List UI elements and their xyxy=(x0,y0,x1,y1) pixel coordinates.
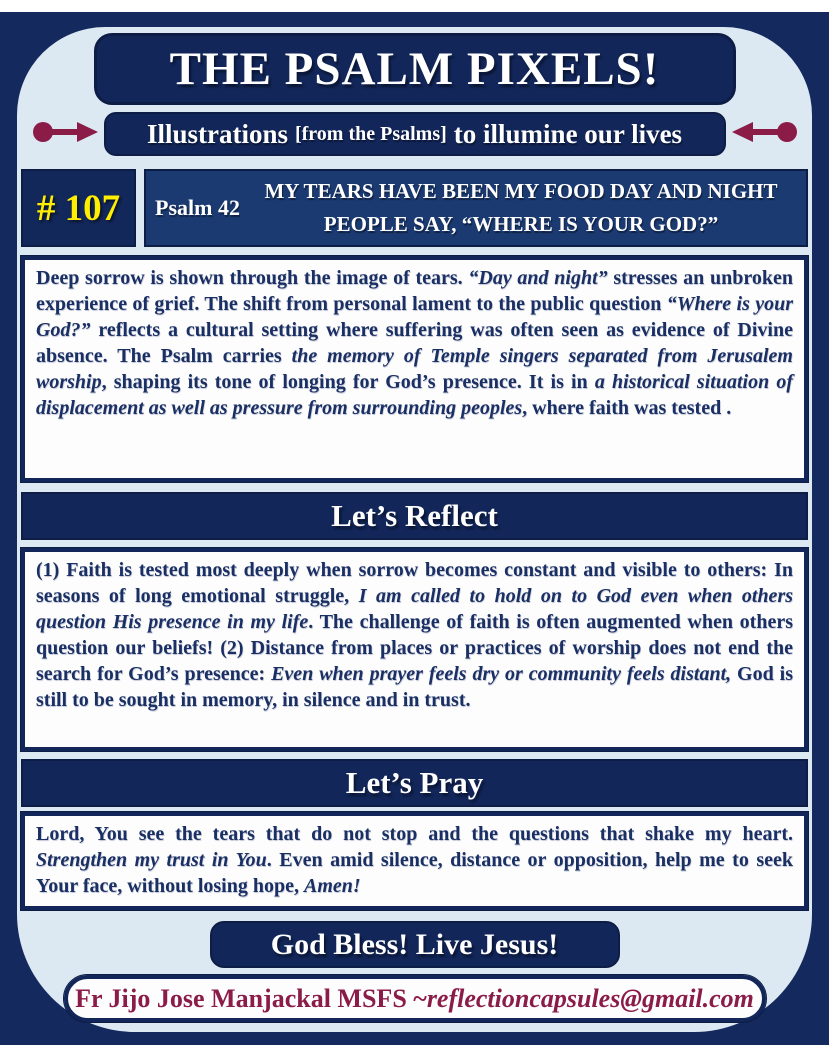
subtitle-part3: to illumine our lives xyxy=(453,118,683,149)
flyer-content xyxy=(17,27,812,1022)
subtitle-part1: Illustrations xyxy=(146,118,288,149)
subtitle-banner xyxy=(104,112,726,156)
intro-paragraph: Deep sorrow is shown through the image of tears. “Day and night” stresses an unbroken experience of grief. The shift from personal lament to the public question “Where is your God?” reflects a cultural setting where suffering was often seen as evidence of Divine absence. The Psalm carries the memory of Temple singers separated from Jerusalem worship, shaping its tone of longing for God’s presence. It is in a historical situation of displacement as well as pressure from surrounding peoples, where faith was tested . xyxy=(21,256,808,482)
psalm-title-box xyxy=(144,169,808,247)
blessing-banner: God Bless! Live Jesus! xyxy=(210,921,620,968)
flyer-card xyxy=(17,27,812,1032)
title-banner xyxy=(94,33,736,105)
subtitle-part2: [from the Psalms] xyxy=(294,122,447,145)
psalm-title-line1: MY TEARS HAVE BEEN MY FOOD DAY AND NIGHT xyxy=(264,179,778,203)
psalm-reference: Psalm 42 xyxy=(155,195,240,220)
pray-paragraph: Lord, You see the tears that do not stop and the questions that shake my heart. Strengthen my trust in You. Even amid silence, distance or opposition, help me to seek Your face, without losing hope, Amen! xyxy=(21,812,808,910)
psalm-number-badge: # 107 xyxy=(21,169,136,247)
pray-section-header: Let’s Pray xyxy=(21,759,808,807)
left-arrow-icon xyxy=(33,119,99,150)
subtitle-row xyxy=(21,112,808,156)
page-title: THE PSALM PIXELS! xyxy=(169,43,660,95)
psalm-title xyxy=(244,175,806,241)
psalm-title-line2: PEOPLE SAY, “WHERE IS YOUR GOD?” xyxy=(323,212,719,236)
reflect-section-header: Let’s Reflect xyxy=(21,492,808,540)
reflect-paragraph: (1) Faith is tested most deeply when sorrow becomes constant and visible to others: In seasons of long emotional struggle, I am called to hold on to God even when others question His presence in my life. The challenge of faith is often augmented when others question our beliefs! (2) Distance from places or practices of worship does not end the search for God’s presence: Even when prayer feels dry or community feels distant, God is still to be sought in memory, in silence and in trust. xyxy=(21,548,808,751)
right-arrow-icon xyxy=(731,119,797,150)
psalm-header-row xyxy=(21,169,808,247)
footer-author-line: Fr Jijo Jose Manjackal MSFS ~ reflectioncapsules@gmail.com xyxy=(64,975,766,1022)
